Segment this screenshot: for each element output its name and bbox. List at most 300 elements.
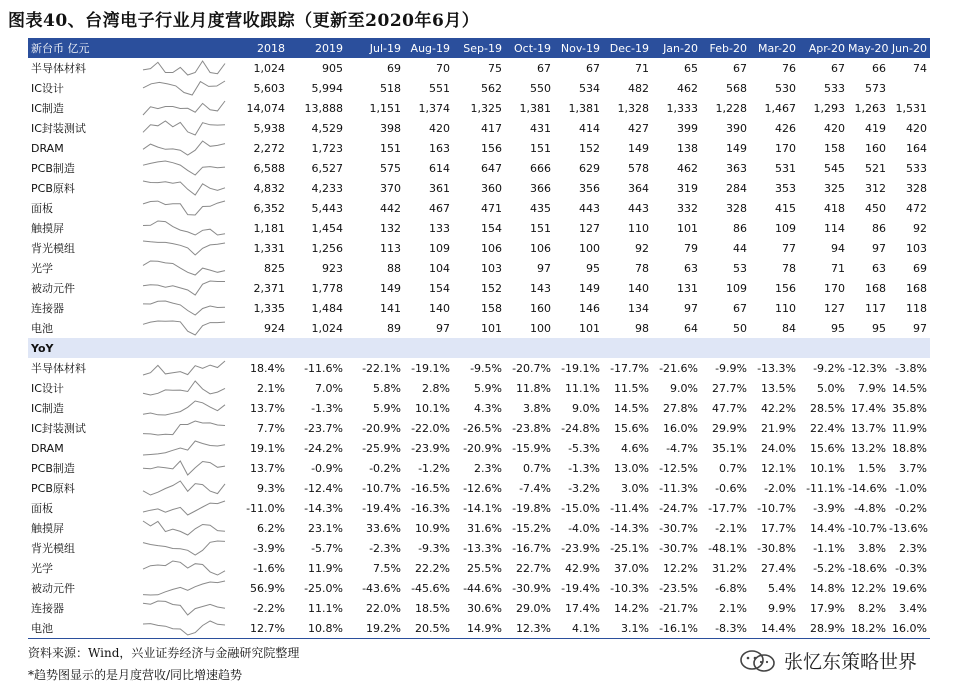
table-cell: 104 bbox=[429, 261, 450, 275]
table-cell: -30.7% bbox=[659, 521, 698, 535]
table-cell: 69 bbox=[387, 61, 401, 75]
table-cell: 534 bbox=[579, 81, 600, 95]
table-cell: 154 bbox=[429, 281, 450, 295]
sparkline-cell bbox=[140, 78, 228, 98]
table-cell: 3.8% bbox=[523, 401, 551, 415]
table-cell: 9.0% bbox=[572, 401, 600, 415]
table-cell: -7.4% bbox=[519, 481, 551, 495]
table-cell: 65 bbox=[684, 61, 698, 75]
sparkline-path bbox=[143, 301, 225, 315]
table-cell: 573 bbox=[865, 81, 886, 95]
row-label: 电池 bbox=[28, 618, 140, 639]
table-row bbox=[28, 578, 930, 598]
table-cell: 5,443 bbox=[311, 201, 343, 215]
sparkline-cell bbox=[140, 418, 228, 438]
table-cell: 17.9% bbox=[810, 601, 845, 615]
table-cell: -26.5% bbox=[463, 421, 502, 435]
sparkline-cell bbox=[140, 538, 228, 558]
table-cell: 14.4% bbox=[750, 618, 799, 639]
table-cell: 4.1% bbox=[554, 618, 603, 639]
trend-sparkline bbox=[140, 478, 228, 498]
table-cell: -48.1% bbox=[708, 541, 747, 555]
table-cell: 22.0% bbox=[366, 601, 401, 615]
column-header: Jun-20 bbox=[889, 38, 930, 58]
table-cell: 22.4% bbox=[810, 421, 845, 435]
table-cell: 614 bbox=[429, 161, 450, 175]
table-cell: 31.2% bbox=[712, 561, 747, 575]
table-cell: 5.4% bbox=[768, 581, 796, 595]
table-cell: -23.5% bbox=[659, 581, 698, 595]
table-cell: 76 bbox=[782, 61, 796, 75]
table-cell: -19.8% bbox=[512, 501, 551, 515]
table-cell: 666 bbox=[530, 161, 551, 175]
table-cell: 134 bbox=[628, 301, 649, 315]
table-cell: 5.9% bbox=[474, 381, 502, 395]
table-cell: 417 bbox=[481, 121, 502, 135]
table-cell: 13.7% bbox=[250, 461, 285, 475]
table-cell: 531 bbox=[775, 161, 796, 175]
table-cell: 14.5% bbox=[614, 401, 649, 415]
sparkline-path bbox=[143, 241, 225, 255]
table-cell: -12.3% bbox=[848, 361, 887, 375]
trend-sparkline bbox=[140, 178, 228, 198]
table-cell: 15.6% bbox=[614, 421, 649, 435]
table-cell: 1,723 bbox=[311, 141, 343, 155]
table-cell: 78 bbox=[635, 261, 649, 275]
table-row bbox=[28, 318, 930, 338]
table-cell: 97 bbox=[872, 241, 886, 255]
table-cell: 31.6% bbox=[467, 521, 502, 535]
table-cell: 149 bbox=[380, 281, 401, 295]
table-cell: 3.7% bbox=[899, 461, 927, 475]
table-cell: 117 bbox=[865, 301, 886, 315]
table-cell: -15.2% bbox=[512, 521, 551, 535]
row-label: IC设计 bbox=[31, 382, 64, 395]
table-cell: 1,467 bbox=[764, 101, 796, 115]
row-label: PCB制造 bbox=[31, 162, 75, 175]
table-cell: 2.3% bbox=[474, 461, 502, 475]
table-cell: 2.8% bbox=[422, 381, 450, 395]
table-cell: 533 bbox=[824, 81, 845, 95]
table-cell: 92 bbox=[913, 221, 927, 235]
table-row bbox=[28, 278, 930, 298]
table-cell: 1,263 bbox=[854, 101, 886, 115]
sparkline-cell bbox=[140, 398, 228, 418]
table-cell: -25.9% bbox=[362, 441, 401, 455]
table-cell: 22.2% bbox=[415, 561, 450, 575]
table-cell: 328 bbox=[906, 181, 927, 195]
table-cell: 138 bbox=[677, 141, 698, 155]
table-cell: 419 bbox=[865, 121, 886, 135]
table-cell: 18.8% bbox=[892, 441, 927, 455]
table-cell: 11.9% bbox=[892, 421, 927, 435]
table-cell: -2.0% bbox=[764, 481, 796, 495]
table-cell: 69 bbox=[913, 261, 927, 275]
sparkline-path bbox=[143, 441, 225, 455]
table-cell: -16.5% bbox=[411, 481, 450, 495]
watermark bbox=[738, 647, 917, 674]
table-cell: 25.5% bbox=[467, 561, 502, 575]
table-cell: 14.8% bbox=[810, 581, 845, 595]
table-cell: -24.8% bbox=[561, 421, 600, 435]
table-cell: 110 bbox=[775, 301, 796, 315]
revenue-table bbox=[28, 38, 930, 639]
table-cell: 103 bbox=[481, 261, 502, 275]
table-cell: 113 bbox=[380, 241, 401, 255]
yoy-body bbox=[28, 358, 930, 639]
trend-sparkline bbox=[140, 158, 228, 178]
row-label: 背光模组 bbox=[31, 242, 75, 255]
table-cell: 533 bbox=[906, 161, 927, 175]
table-row bbox=[28, 418, 930, 438]
table-cell: 1,331 bbox=[253, 241, 285, 255]
table-cell: 924 bbox=[264, 321, 285, 335]
table-cell: 5,938 bbox=[253, 121, 285, 135]
table-cell: 84 bbox=[782, 321, 796, 335]
table-cell: 3.8% bbox=[858, 541, 886, 555]
table-cell: -5.7% bbox=[311, 541, 343, 555]
table-cell: -1.3% bbox=[311, 401, 343, 415]
table-cell: 414 bbox=[579, 121, 600, 135]
sparkline-cell bbox=[140, 378, 228, 398]
table-cell: -22.1% bbox=[362, 361, 401, 375]
table-cell: -22.0% bbox=[411, 421, 450, 435]
table-cell: -9.3% bbox=[418, 541, 450, 555]
table-cell: -13.3% bbox=[757, 361, 796, 375]
table-cell: 550 bbox=[530, 81, 551, 95]
notes bbox=[28, 642, 299, 686]
table-cell: -0.2% bbox=[369, 461, 401, 475]
trend-footnote: *趋势图显示的是月度营收/同比增速趋势 bbox=[28, 668, 243, 682]
table-cell: 426 bbox=[775, 121, 796, 135]
sparkline-header bbox=[140, 38, 228, 58]
table-cell: 158 bbox=[481, 301, 502, 315]
sparkline-path bbox=[143, 501, 225, 515]
table-cell: -9.9% bbox=[715, 361, 747, 375]
table-cell: 328 bbox=[726, 201, 747, 215]
table-cell: 443 bbox=[628, 201, 649, 215]
table-cell: 12.3% bbox=[505, 618, 554, 639]
table-cell: 284 bbox=[726, 181, 747, 195]
sparkline-path bbox=[143, 581, 225, 595]
table-cell: -13.6% bbox=[889, 521, 928, 535]
table-row bbox=[28, 498, 930, 518]
trend-sparkline bbox=[140, 138, 228, 158]
table-cell: 7.0% bbox=[315, 381, 343, 395]
table-row bbox=[28, 178, 930, 198]
table-cell: 70 bbox=[436, 61, 450, 75]
table-cell: 7.5% bbox=[373, 561, 401, 575]
table-cell: 398 bbox=[380, 121, 401, 135]
table-cell: -1.2% bbox=[418, 461, 450, 475]
table-cell: 5.0% bbox=[817, 381, 845, 395]
table-cell: 10.1% bbox=[415, 401, 450, 415]
table-cell: 67 bbox=[831, 61, 845, 75]
sparkline-path bbox=[143, 621, 225, 635]
sparkline-cell bbox=[140, 498, 228, 518]
table-cell: 17.4% bbox=[565, 601, 600, 615]
table-cell: 2,272 bbox=[253, 141, 285, 155]
table-cell: 1,778 bbox=[311, 281, 343, 295]
table-cell: 75 bbox=[488, 61, 502, 75]
table-cell: 30.6% bbox=[467, 601, 502, 615]
table-cell: 160 bbox=[530, 301, 551, 315]
table-cell: 97 bbox=[537, 261, 551, 275]
row-label: IC设计 bbox=[31, 82, 64, 95]
table-cell: 71 bbox=[831, 261, 845, 275]
table-cell: 95 bbox=[831, 321, 845, 335]
table-cell: 13.7% bbox=[250, 401, 285, 415]
table-cell: 170 bbox=[775, 141, 796, 155]
table-cell: 67 bbox=[733, 61, 747, 75]
table-cell: 86 bbox=[733, 221, 747, 235]
table-cell: 399 bbox=[677, 121, 698, 135]
table-cell: 67 bbox=[733, 301, 747, 315]
table-cell: 11.9% bbox=[308, 561, 343, 575]
row-label: 光学 bbox=[31, 262, 53, 275]
sparkline-cell bbox=[140, 458, 228, 478]
table-cell: -8.3% bbox=[701, 618, 750, 639]
table-cell: -4.8% bbox=[854, 501, 886, 515]
table-cell: 88 bbox=[387, 261, 401, 275]
table-cell: -21.6% bbox=[659, 361, 698, 375]
row-label: 触摸屏 bbox=[31, 522, 64, 535]
row-label: 连接器 bbox=[31, 302, 64, 315]
wechat-icon bbox=[738, 649, 778, 673]
table-cell: 545 bbox=[824, 161, 845, 175]
table-cell: 151 bbox=[530, 141, 551, 155]
table-cell: 53 bbox=[733, 261, 747, 275]
table-cell: 1,484 bbox=[311, 301, 343, 315]
table-cell: 7.9% bbox=[858, 381, 886, 395]
table-cell: 10.9% bbox=[415, 521, 450, 535]
trend-sparkline bbox=[140, 398, 228, 418]
table-row bbox=[28, 378, 930, 398]
sparkline-cell bbox=[140, 558, 228, 578]
column-header: Dec-19 bbox=[603, 38, 652, 58]
sparkline-path bbox=[143, 181, 225, 195]
table-row bbox=[28, 518, 930, 538]
table-cell: 2.1% bbox=[257, 381, 285, 395]
sparkline-cell bbox=[140, 438, 228, 458]
table-row bbox=[28, 598, 930, 618]
table-cell: 97 bbox=[913, 321, 927, 335]
table-cell: 42.9% bbox=[565, 561, 600, 575]
table-cell: 467 bbox=[429, 201, 450, 215]
sparkline-path bbox=[143, 101, 225, 115]
table-cell: 101 bbox=[677, 221, 698, 235]
table-cell: -9.5% bbox=[470, 361, 502, 375]
trend-sparkline bbox=[140, 558, 228, 578]
table-cell: 98 bbox=[635, 321, 649, 335]
table-row bbox=[28, 198, 930, 218]
table-cell: 19.6% bbox=[892, 581, 927, 595]
sparkline-path bbox=[143, 561, 225, 575]
table-cell: 462 bbox=[677, 81, 698, 95]
table-cell: -11.4% bbox=[610, 501, 649, 515]
table-cell: -13.3% bbox=[463, 541, 502, 555]
table-cell: 1,454 bbox=[311, 221, 343, 235]
trend-sparkline bbox=[140, 498, 228, 518]
table-cell: 24.0% bbox=[761, 441, 796, 455]
table-cell: 110 bbox=[628, 221, 649, 235]
column-header: Apr-20 bbox=[799, 38, 848, 58]
table-cell: 160 bbox=[865, 141, 886, 155]
row-label: IC制造 bbox=[31, 102, 64, 115]
sparkline-path bbox=[143, 121, 225, 135]
table-cell: 86 bbox=[872, 221, 886, 235]
table-cell: -0.9% bbox=[311, 461, 343, 475]
table-row bbox=[28, 458, 930, 478]
table-cell: 97 bbox=[436, 321, 450, 335]
sparkline-path bbox=[143, 461, 225, 475]
table-cell: 7.7% bbox=[257, 421, 285, 435]
table-row bbox=[28, 298, 930, 318]
table-row bbox=[28, 538, 930, 558]
table-cell: 6.2% bbox=[257, 521, 285, 535]
table-cell: 12.7% bbox=[228, 618, 288, 639]
table-cell: 163 bbox=[429, 141, 450, 155]
table-cell: 154 bbox=[481, 221, 502, 235]
column-header: 2019 bbox=[288, 38, 346, 58]
table-row bbox=[28, 438, 930, 458]
table-cell: -12.4% bbox=[304, 481, 343, 495]
table-cell: -24.7% bbox=[659, 501, 698, 515]
table-row bbox=[28, 358, 930, 378]
table-cell: 100 bbox=[530, 321, 551, 335]
table-cell: 5.9% bbox=[373, 401, 401, 415]
table-row bbox=[28, 218, 930, 238]
table-cell: 168 bbox=[865, 281, 886, 295]
table-cell: 20.5% bbox=[404, 618, 453, 639]
table-cell: 9.9% bbox=[768, 601, 796, 615]
table-cell: 12.2% bbox=[851, 581, 886, 595]
table-cell: 1,256 bbox=[311, 241, 343, 255]
row-label: 半导体材料 bbox=[31, 362, 86, 375]
table-cell: -1.6% bbox=[253, 561, 285, 575]
table-cell: 152 bbox=[579, 141, 600, 155]
trend-sparkline bbox=[140, 538, 228, 558]
table-cell: 518 bbox=[380, 81, 401, 95]
table-row bbox=[28, 618, 930, 639]
column-header: Feb-20 bbox=[701, 38, 750, 58]
row-label: 光学 bbox=[31, 562, 53, 575]
table-cell: 1,381 bbox=[568, 101, 600, 115]
table-cell: 77 bbox=[782, 241, 796, 255]
table-cell: 420 bbox=[906, 121, 927, 135]
table-cell: -25.1% bbox=[610, 541, 649, 555]
table-cell: 568 bbox=[726, 81, 747, 95]
table-cell: 44 bbox=[733, 241, 747, 255]
table-cell: 1.5% bbox=[858, 461, 886, 475]
table-cell: 5,994 bbox=[311, 81, 343, 95]
table-cell: -2.2% bbox=[253, 601, 285, 615]
table-cell: 1,328 bbox=[617, 101, 649, 115]
table-cell: -17.7% bbox=[708, 501, 747, 515]
header-row bbox=[28, 38, 930, 58]
sparkline-cell bbox=[140, 478, 228, 498]
table-cell: -14.1% bbox=[463, 501, 502, 515]
table-cell: 361 bbox=[429, 181, 450, 195]
table-cell: 442 bbox=[380, 201, 401, 215]
table-cell: 420 bbox=[429, 121, 450, 135]
table-cell: 11.1% bbox=[308, 601, 343, 615]
table-cell: 16.0% bbox=[663, 421, 698, 435]
table-cell: 94 bbox=[831, 241, 845, 255]
table-cell: 18.5% bbox=[415, 601, 450, 615]
column-header: Aug-19 bbox=[404, 38, 453, 58]
trend-sparkline bbox=[140, 278, 228, 298]
table-cell: 2.1% bbox=[719, 601, 747, 615]
sparkline-cell bbox=[140, 358, 228, 378]
trend-sparkline bbox=[140, 98, 228, 118]
table-cell: 27.8% bbox=[663, 401, 698, 415]
table-cell: -11.3% bbox=[659, 481, 698, 495]
sparkline-path bbox=[143, 81, 225, 95]
table-cell: -10.7% bbox=[362, 481, 401, 495]
trend-sparkline bbox=[140, 318, 228, 338]
row-label: 背光模组 bbox=[31, 542, 75, 555]
table-cell: -6.8% bbox=[715, 581, 747, 595]
table-cell: 27.7% bbox=[712, 381, 747, 395]
column-header: Jan-20 bbox=[652, 38, 701, 58]
table-cell: 9.3% bbox=[257, 481, 285, 495]
table-cell: 23.1% bbox=[308, 521, 343, 535]
table-cell: 11.1% bbox=[565, 381, 600, 395]
table-cell: 390 bbox=[726, 121, 747, 135]
row-label: IC封装测试 bbox=[31, 122, 86, 135]
table-cell: -24.2% bbox=[304, 441, 343, 455]
table-cell: -23.9% bbox=[411, 441, 450, 455]
table-cell: 19.1% bbox=[250, 441, 285, 455]
sparkline-cell bbox=[140, 98, 228, 118]
table-cell: -30.7% bbox=[659, 541, 698, 555]
row-label: IC封装测试 bbox=[31, 422, 86, 435]
row-label: DRAM bbox=[31, 141, 64, 155]
table-cell: 42.2% bbox=[761, 401, 796, 415]
table-cell: 21.9% bbox=[761, 421, 796, 435]
trend-sparkline bbox=[140, 358, 228, 378]
table-cell: 10.1% bbox=[810, 461, 845, 475]
table-cell: -44.6% bbox=[463, 581, 502, 595]
table-cell: -21.7% bbox=[659, 601, 698, 615]
row-label: PCB原料 bbox=[31, 482, 75, 495]
table-cell: 141 bbox=[380, 301, 401, 315]
table-cell: 158 bbox=[824, 141, 845, 155]
column-header: Oct-19 bbox=[505, 38, 554, 58]
table-cell: 427 bbox=[628, 121, 649, 135]
table-cell: 1,335 bbox=[253, 301, 285, 315]
table-cell: 170 bbox=[824, 281, 845, 295]
table-cell: 14.5% bbox=[892, 381, 927, 395]
table-cell: 14.9% bbox=[453, 618, 505, 639]
sparkline-path bbox=[143, 161, 225, 175]
column-header: Mar-20 bbox=[750, 38, 799, 58]
table-cell: 114 bbox=[824, 221, 845, 235]
column-header: Sep-19 bbox=[453, 38, 505, 58]
table-cell: -11.1% bbox=[806, 481, 845, 495]
table-cell: 10.8% bbox=[288, 618, 346, 639]
table-cell: 1,024 bbox=[253, 61, 285, 75]
trend-sparkline bbox=[140, 578, 228, 598]
sparkline-path bbox=[143, 481, 225, 495]
table-cell: 2,371 bbox=[253, 281, 285, 295]
table-cell: 12.1% bbox=[761, 461, 796, 475]
sparkline-path bbox=[143, 601, 225, 615]
table-cell: -23.7% bbox=[304, 421, 343, 435]
table-cell: 15.6% bbox=[810, 441, 845, 455]
table-cell: -19.1% bbox=[411, 361, 450, 375]
